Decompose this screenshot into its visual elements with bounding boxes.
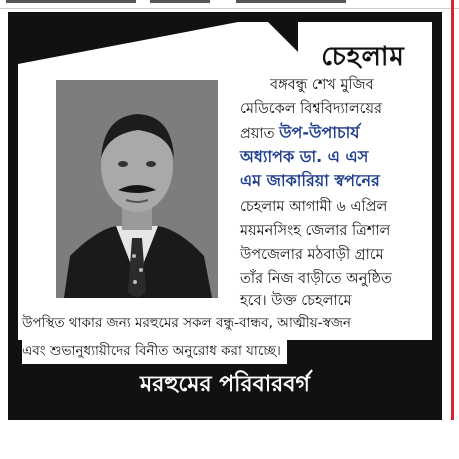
page-column-rule (451, 0, 454, 420)
text-line-2: মেডিকেল বিশ্ববিদ্যালয়ের (240, 101, 383, 117)
text-line-8: উপজেলার মঠবাড়ী গ্রামে (240, 247, 384, 263)
text-line-12: এবং শুভানুধ্যায়ীদের বিনীত অনুরোধ করা যাচ্ছে। (22, 340, 287, 364)
cropped-text (150, 0, 210, 3)
obituary-advertisement (8, 12, 442, 420)
text-line-7: ময়মনসিংহ জেলার ত্রিশাল (240, 223, 391, 239)
top-left-wedge (18, 22, 238, 64)
content-panel (18, 22, 432, 340)
text-line-3 (240, 122, 359, 145)
heading-notch (268, 22, 298, 52)
text-line-10: হবে। উক্ত চেহলামে (240, 293, 352, 309)
text-line-6: চেহলাম আগামী ৬ এপ্রিল (240, 199, 388, 215)
text-line-1: বঙ্গবন্ধু শেখ মুজিব (270, 77, 374, 93)
previous-column-strip (0, 0, 459, 9)
deceased-title-prefix: প্রয়াত (240, 126, 280, 142)
cropped-text (6, 0, 136, 3)
portrait-photo (52, 76, 222, 302)
deceased-position: উপ-উপাচার্য (279, 123, 360, 142)
text-line-11: উপস্থিত থাকার জন্য মরহুমের সকল বন্ধু-বান্ধব, আত্মীয়-স্বজন (22, 315, 351, 331)
deceased-name-line-1: অধ্যাপক ডা. এ এস (240, 147, 369, 166)
deceased-name-line-2: এম জাকারিয়া স্বপনের (240, 171, 380, 190)
portrait-image (56, 80, 218, 298)
heading-chehlam: চেহলাম (321, 42, 405, 72)
footer-family: মরহুমের পরিবারবর্গ (140, 371, 310, 397)
text-line-9: তাঁর নিজ বাড়ীতে অনুষ্ঠিত (240, 271, 392, 287)
cropped-text (236, 0, 346, 3)
